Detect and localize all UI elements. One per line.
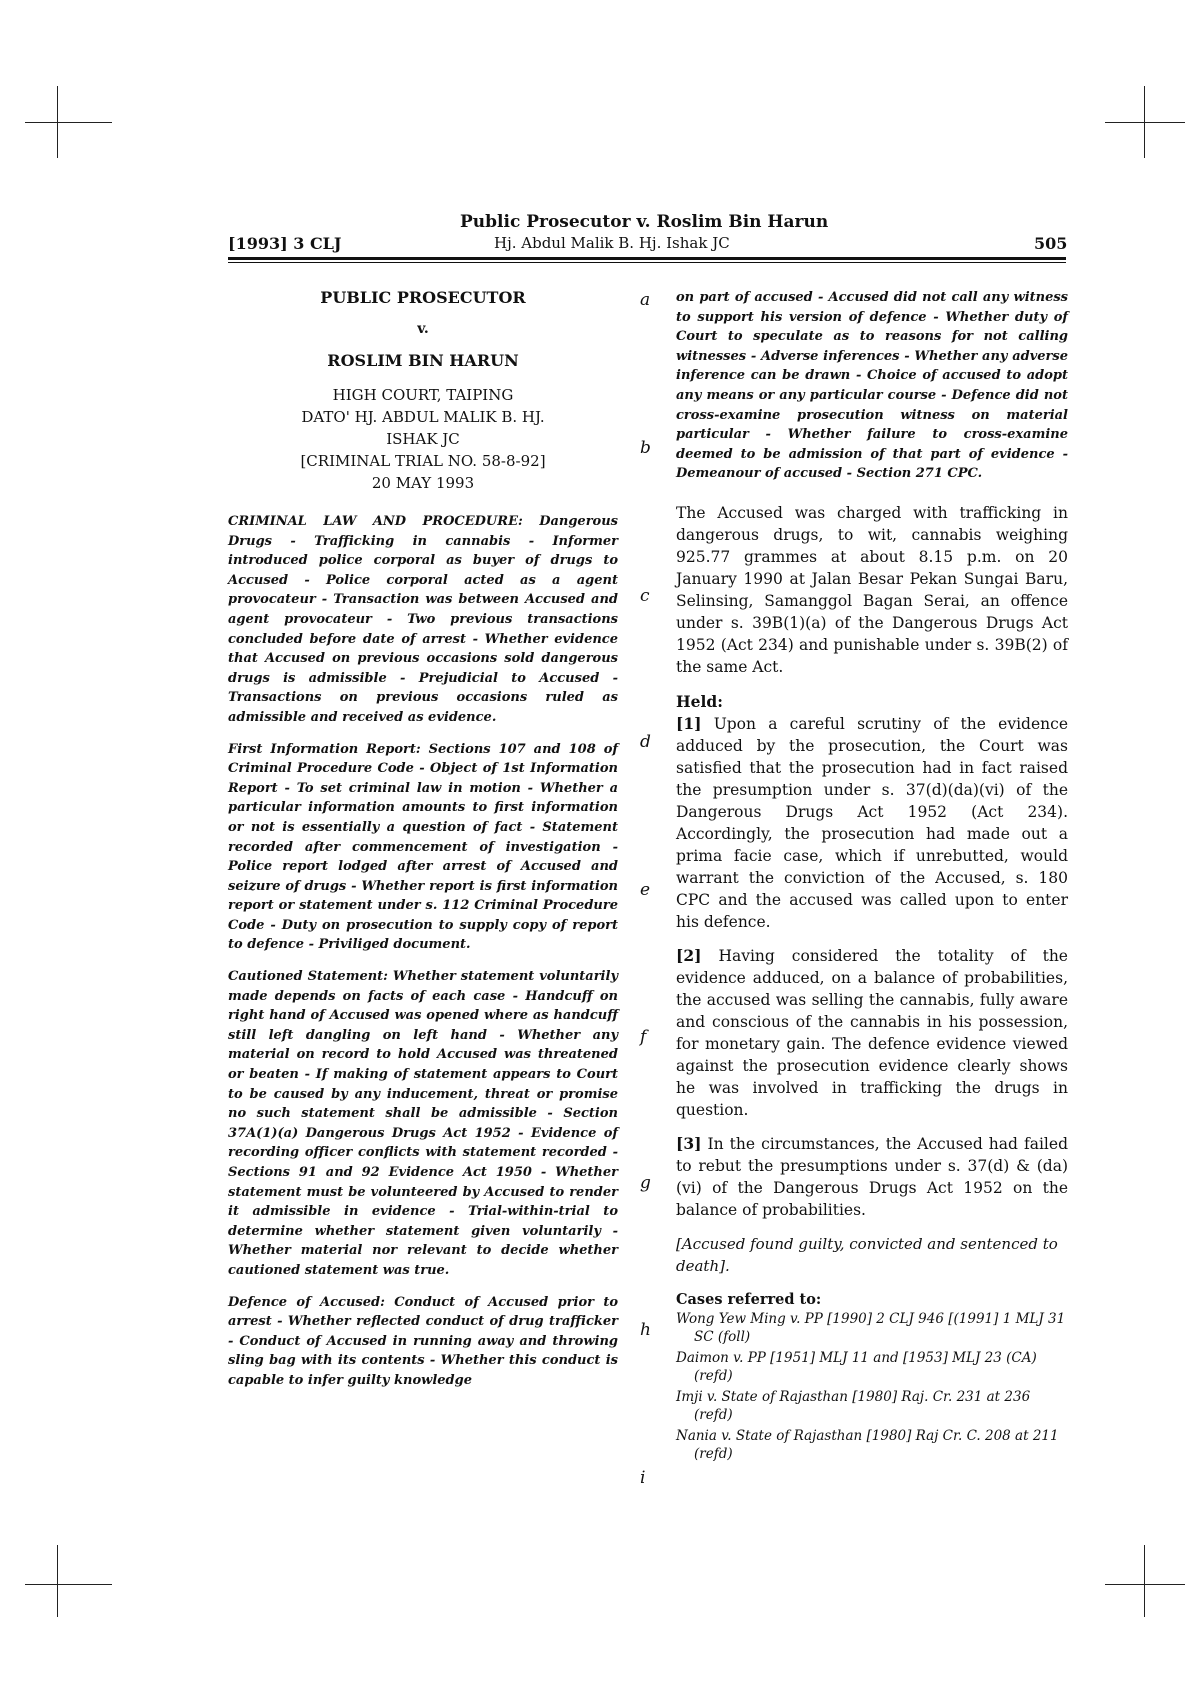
judgment-date: 20 MAY 1993 bbox=[371, 474, 475, 492]
margin-letter: e bbox=[640, 880, 651, 900]
margin-letter: f bbox=[640, 1027, 647, 1047]
held-point bbox=[676, 1133, 1068, 1221]
crop-mark bbox=[25, 1584, 112, 1585]
trial-number: [CRIMINAL TRIAL NO. 58-8-92] bbox=[300, 452, 546, 470]
held-point-text: Having considered the totality of the evidence adduced, on a balance of probabilities, the accused was selling the cannabis, fully aware and conscious of the cannabis in his possession, for monetary gain. The defence evidence viewed against the prosecution evidence clearly shows he was involved in trafficking the drugs in question. bbox=[676, 946, 1068, 1119]
case-citation: Nania v. State of Rajasthan [1980] Raj Cr. C. 208 at 211 (refd) bbox=[676, 1427, 1059, 1463]
margin-letter: d bbox=[640, 732, 651, 752]
catchwords-continued: on part of accused - Accused did not call any witness to support his version of defence - Whether duty of Court to speculate as to reasons for not calling witnesses - Adverse inferences - Whether any adverse inference can be drawn - Choice of accused to adopt any means or any particular course - Defence did not cross-examine prosecution witness on material particular - Whether failure to cross-examine deemed to be admission of that part of evidence - Demeanour of accused - Section 271 CPC. bbox=[676, 290, 1068, 482]
crop-mark bbox=[1105, 122, 1185, 123]
case-citation: Imji v. State of Rajasthan [1980] Raj. Cr. 231 at 236 (refd) bbox=[676, 1388, 1031, 1424]
party-prosecutor: PUBLIC PROSECUTOR bbox=[320, 288, 526, 307]
case-citation: Daimon v. PP [1951] MLJ 11 and [1953] MLJ 23 (CA) (refd) bbox=[676, 1349, 1037, 1385]
margin-letter: a bbox=[640, 290, 651, 310]
catchwords-cautioned-statement: Cautioned Statement: Whether statement voluntarily made depends on facts of each case - Handcuff on right hand of Accused was opened where as handcuff still left dangling on left hand - Whether any material on record to hold Accused was threatened or beaten - If making of statement appears to Court to be caused by any inducement, threat or promise no such statement shall be admissible - Section 37A(1)(a) Dangerous Drugs Act 1952 - Evidence of recording officer conflicts with statement recorded - Sections 91 and 92 Evidence Act 1950 - Whether statement must be volunteered by Accused to render it admissible in evidence - Trial-within-trial to determine whether statement given voluntarily - Whether material nor relevant to decide whether cautioned statement was true. bbox=[228, 969, 618, 1278]
result: [Accused found guilty, convicted and sentenced to death]. bbox=[676, 1234, 1058, 1275]
catchwords-first-information-report: First Information Report: Sections 107 and 108 of Criminal Procedure Code - Object of 1st Information Report - To set criminal law in motion - Whether a particular information amounts to first information or not is essentially a question of fact - Statement recorded after commencement of investigation - Police report lodged after arrest of Accused and seizure of drugs - Whether report is first information report or statement under s. 112 Criminal Procedure Code - Duty on prosecution to supply copy of report to defence - Priviliged document. bbox=[228, 741, 618, 953]
margin-letter: c bbox=[640, 586, 650, 606]
held-point-text: Upon a careful scrutiny of the evidence adduced by the prosecution, the Court was satisfied that the prosecution had in fact raised the presumption under s. 37(d)(da)(vi) of the Dangerous Drugs Act 1952 (Act 234). Accordingly, the prosecution had made out a prima facie case, which if unrebutted, would warrant the conviction of the Accused, s. 180 CPC and the accused was called upon to enter his defence. bbox=[676, 714, 1068, 931]
held-section bbox=[676, 692, 1068, 1221]
catchwords-defence: Defence of Accused: Conduct of Accused prior to arrest - Whether reflected conduct of drug trafficker - Conduct of Accused in running away and throwing sling bag with its contents - Whether this conduct is capable to infer guilty knowledge bbox=[228, 1294, 618, 1388]
held-point-number: [1] bbox=[676, 713, 702, 733]
case-caption bbox=[228, 288, 618, 494]
header-rule bbox=[228, 257, 1066, 260]
catchwords-criminal-law: CRIMINAL LAW AND PROCEDURE: Dangerous Drugs - Trafficking in cannabis - Informer introduced police corporal as buyer of drugs to Accused - Police corporal acted as a agent provocateur - Transaction was between Accused and agent provocateur - Two previous transactions concluded before date of arrest - Whether evidence that Accused on previous occasions sold dangerous drugs is admissible - Prejudicial to Accused - Transactions on previous occasions ruled as admissible and received as evidence. bbox=[228, 514, 618, 725]
margin-letter: h bbox=[640, 1320, 651, 1340]
crop-mark bbox=[1144, 1545, 1145, 1617]
judge-name-cont: ISHAK JC bbox=[386, 430, 460, 448]
crop-mark bbox=[1105, 1584, 1185, 1585]
judge-name: DATO' HJ. ABDUL MALIK B. HJ. bbox=[301, 408, 545, 426]
case-summary: The Accused was charged with trafficking in dangerous drugs, to wit, cannabis weighing 925.77 grammes at about 8.15 p.m. on 20 January 1990 at Jalan Besar Pekan Sungai Baru, Selinsing, Samanggol Bagan Serai, an offence under s. 39B(1)(a) of the Dangerous Drugs Act 1952 (Act 234) and punishable under s. 39B(2) of the same Act. bbox=[676, 503, 1068, 676]
crop-mark bbox=[57, 86, 58, 158]
header-citation: [1993] 3 CLJ bbox=[228, 234, 342, 253]
header-rule-thin bbox=[228, 262, 1066, 263]
crop-mark bbox=[25, 122, 112, 123]
versus: v. bbox=[417, 321, 429, 337]
held-point-text: In the circumstances, the Accused had failed to rebut the presumptions under s. 37(d) & (da)(vi) of the Dangerous Drugs Act 1952 on the balance of probabilities. bbox=[676, 1134, 1068, 1219]
right-column bbox=[676, 288, 1068, 1466]
held-point-number: [2] bbox=[676, 945, 702, 965]
held-heading: Held: bbox=[676, 691, 723, 711]
left-column bbox=[228, 288, 618, 1403]
held-point-number: [3] bbox=[676, 1133, 702, 1153]
held-point bbox=[676, 945, 1068, 1121]
party-accused: ROSLIM BIN HARUN bbox=[327, 351, 519, 370]
header-case-title: Public Prosecutor v. Roslim Bin Harun bbox=[460, 212, 829, 232]
case-citation: Wong Yew Ming v. PP [1990] 2 CLJ 946 [(1991] 1 MLJ 31 SC (foll) bbox=[676, 1310, 1066, 1346]
margin-letter: b bbox=[640, 438, 651, 458]
crop-mark bbox=[57, 1545, 58, 1617]
margin-letter: i bbox=[640, 1468, 646, 1488]
header-judge: Hj. Abdul Malik B. Hj. Ishak JC bbox=[494, 234, 730, 252]
page-number: 505 bbox=[1034, 234, 1068, 253]
cases-heading: Cases referred to: bbox=[676, 1290, 822, 1308]
held-point bbox=[676, 713, 1068, 933]
margin-letter: g bbox=[640, 1173, 651, 1193]
crop-mark bbox=[1144, 86, 1145, 158]
court-name: HIGH COURT, TAIPING bbox=[332, 386, 514, 404]
court-details bbox=[228, 384, 618, 494]
